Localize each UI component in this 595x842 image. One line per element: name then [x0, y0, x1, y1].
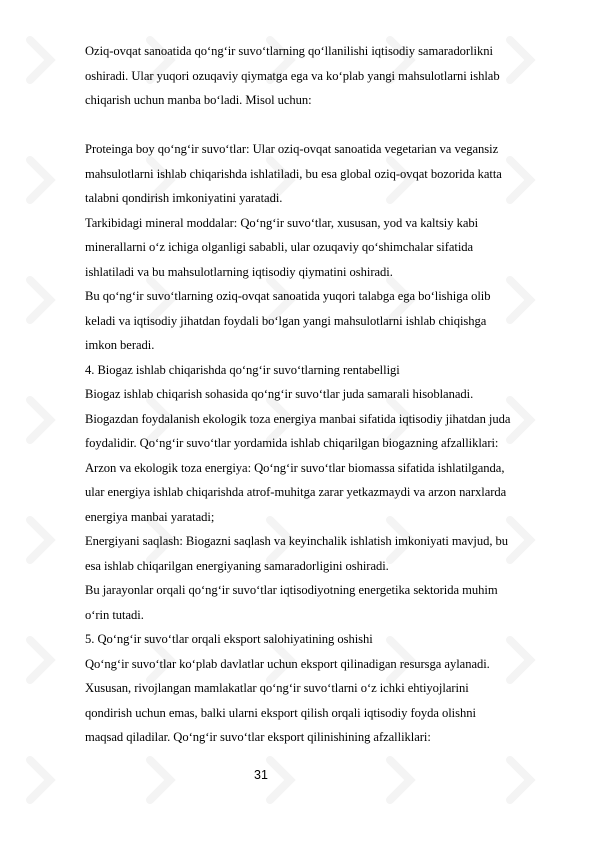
text-line: chiqarish uchun manba bo‘ladi. Misol uchun:: [85, 93, 312, 107]
text-line: Qo‘ng‘ir suvo‘tlar ko‘plab davlatlar uchun eksport qilinadigan resursga aylanadi.: [85, 656, 490, 671]
section-heading: 4. Biogaz ishlab chiqarishda qo‘ng‘ir suvo‘tlarning rentabelligi: [85, 362, 400, 377]
text-line: Biogazdan foydalanish ekologik toza energiya manbai sifatida iqtisodiy jihatdan juda: [85, 411, 511, 426]
text-line: imkon beradi.: [85, 338, 155, 352]
text-line: Bu jarayonlar orqali qo‘ng‘ir suvo‘tlar iqtisodiyotning energetika sektorida muhim: [85, 583, 498, 597]
text-line: energiya manbai yaratadi;: [85, 509, 215, 524]
text-line: mahsulotlarni ishlab chiqarishda ishlatiladi, bu esa global oziq-ovqat bozorida katta: [85, 166, 502, 181]
text-line: Xususan, rivojlangan mamlakatlar qo‘ng‘ir suvo‘tlarni o‘z ichki ehtiyojlarini: [85, 681, 469, 695]
text-line: o‘rin tutadi.: [85, 607, 144, 622]
text-line: esa ishlab chiqarilgan energiyaning samaradorligini oshiradi.: [85, 558, 389, 573]
text-line: foydalidir. Qo‘ng‘ir suvo‘tlar yordamida ishlab chiqarilgan biogazning afzalliklari:: [85, 436, 499, 450]
text-line: keladi va iqtisodiy jihatdan foydali bo‘lgan yangi mahsulotlarni ishlab chiqishga: [85, 313, 487, 328]
text-line: Bu qo‘ng‘ir suvo‘tlarning oziq-ovqat sanoatida yuqori talabga ega bo‘lishiga olib: [85, 289, 491, 303]
text-line: talabni qondirish imkoniyatini yaratadi.: [85, 191, 283, 205]
text-line: minerallarni o‘z ichiga olganligi sababli, ular ozuqaviy qo‘shimchalar sifatida: [85, 240, 474, 254]
page-number: 31: [254, 768, 268, 782]
text-line: Proteinga boy qo‘ng‘ir suvo‘tlar: Ular oziq-ovqat sanoatida vegetarian va vegansiz: [85, 142, 499, 156]
text-line: Oziq-ovqat sanoatida qo‘ng‘ir suvo‘tlarning qo‘llanilishi iqtisodiy samaradorlikni: [85, 44, 493, 58]
text-line: ular energiya ishlab chiqarishda atrof-muhitga zarar yetkazmaydi va arzon narxlarda: [85, 485, 507, 499]
text-line: oshiradi. Ular yuqori ozuqaviy qiymatga ega va ko‘plab yangi mahsulotlarni ishlab: [85, 68, 500, 83]
blank-line: [85, 113, 570, 138]
text-line: Biogaz ishlab chiqarish sohasida qo‘ng‘ir suvo‘tlar juda samarali hisoblanadi.: [85, 387, 474, 401]
text-line: qondirish uchun emas, balki ularni eksport qilish orqali iqtisodiy foyda olishni: [85, 705, 476, 720]
text-line: Tarkibidagi mineral moddalar: Qo‘ng‘ir suvo‘tlar, xususan, yod va kaltsiy kabi: [85, 215, 479, 230]
section-heading: 5. Qo‘ng‘ir suvo‘tlar orqali eksport salohiyatining oshishi: [85, 632, 373, 646]
text-line: maqsad qiladilar. Qo‘ng‘ir suvo‘tlar eksport qilinishining afzalliklari:: [85, 730, 431, 744]
text-line: Energiyani saqlash: Biogazni saqlash va keyinchalik ishlatish imkoniyati mavjud, bu: [85, 534, 509, 548]
document-body: [85, 39, 570, 750]
text-line: ishlatiladi va bu mahsulotlarning iqtisodiy qiymatini oshiradi.: [85, 264, 393, 279]
text-line: Arzon va ekologik toza energiya: Qo‘ng‘ir suvo‘tlar biomassa sifatida ishlatilganda,: [85, 460, 505, 475]
